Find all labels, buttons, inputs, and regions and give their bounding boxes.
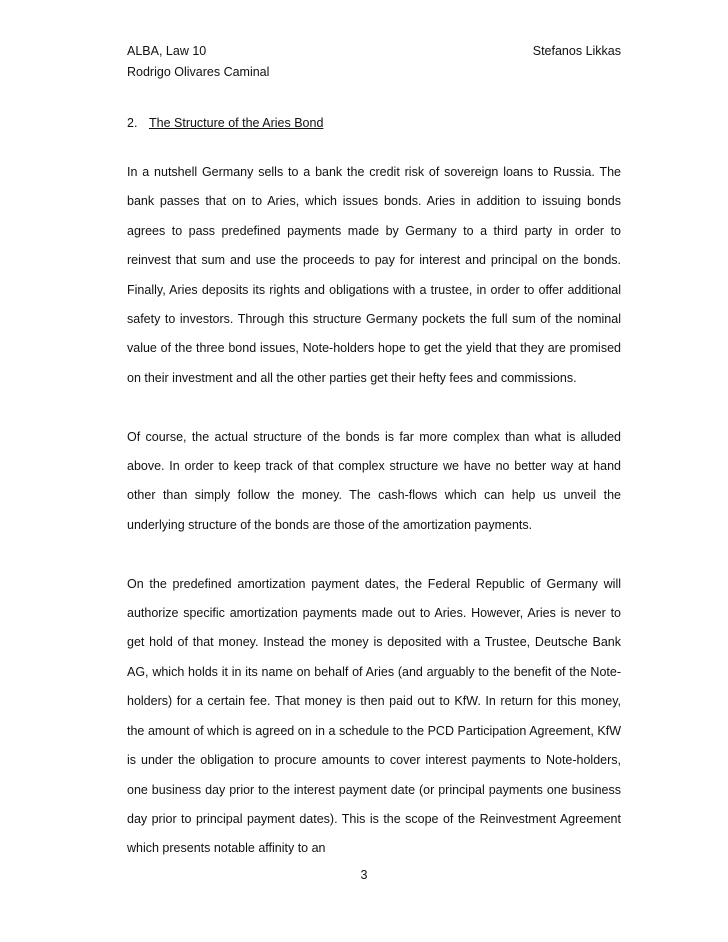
header-author: Stefanos Likkas — [532, 44, 621, 58]
section-heading — [127, 113, 323, 133]
header-row — [127, 41, 621, 62]
header-course: ALBA, Law 10 — [127, 44, 207, 58]
paragraph-3: On the predefined amortization payment dates, the Federal Republic of Germany will authorize specific amortization payments made out to Aries. However, Aries is never to get hold of that money. Instead the money is deposited with a Trustee, Deutsche Bank AG, which holds it in its name on behalf of Aries (and arguably to the benefit of the Note-holders) for a certain fee. That money is then paid out to KfW. In return for this money, the amount of which is agreed on in a schedule to the PCD Participation Agreement, KfW is under the obligation to procure amounts to cover interest payments to Note-holders, one business day prior to the interest payment date (or principal payments one business day prior to principal payment dates). This is the scope of the Reinvestment Agreement which presents notable affinity to an — [127, 576, 621, 856]
section-title: The Structure of the Aries Bond — [149, 116, 324, 130]
section-number: 2. — [127, 116, 138, 130]
page-footer — [0, 868, 728, 882]
page-number: 3 — [360, 868, 368, 882]
body-text — [127, 158, 621, 893]
header-instructor: Rodrigo Olivares Caminal — [127, 65, 270, 79]
paragraph-1: In a nutshell Germany sells to a bank the credit risk of sovereign loans to Russia. The bank passes that on to Aries, which issues bonds. Aries in addition to issuing bonds agrees to pass predefined payments made by Germany to a third party in order to reinvest that sum and use the proceeds to pay for interest and principal on the bonds. Finally, Aries deposits its rights and obligations with a trustee, in order to offer additional safety to investors. Through this structure Germany pockets the full sum of the nominal value of the three bond issues, Note-holders hope to get the yield that they are promised on their investment and all the other parties get their hefty fees and commissions. — [127, 165, 621, 385]
paragraph-2: Of course, the actual structure of the bonds is far more complex than what is alluded above. In order to keep track of that complex structure we have no better way at hand other than simply follow the money. The cash-flows which can help us unveil the underlying structure of the bonds are those of the amortization payments. — [127, 429, 621, 532]
page-header — [127, 41, 621, 83]
